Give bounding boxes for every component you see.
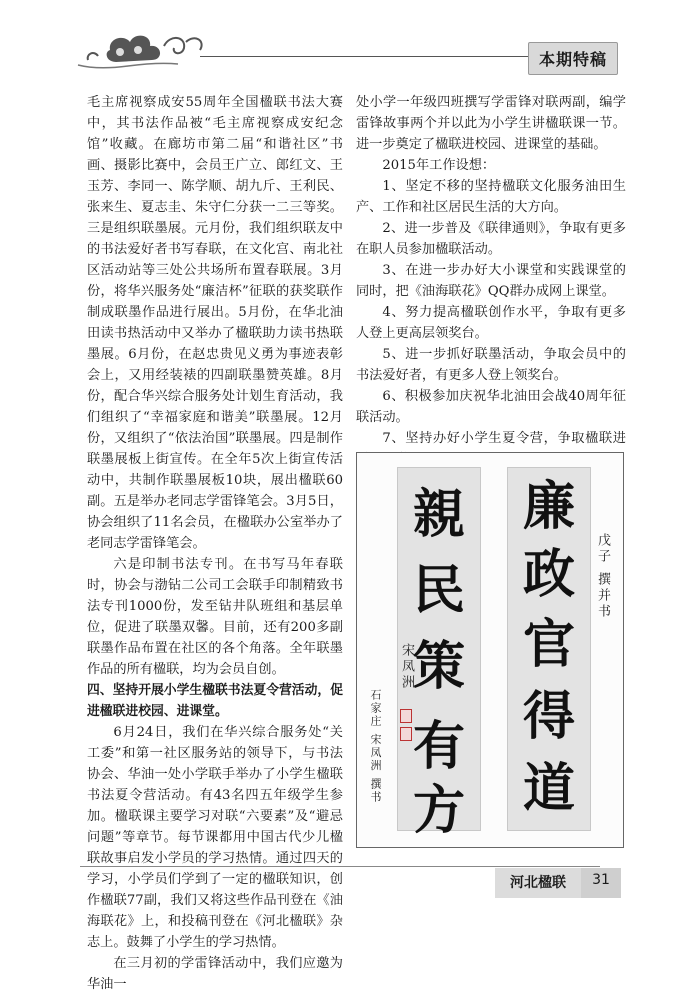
couplet-char: 民 — [412, 560, 465, 621]
page-header — [0, 0, 690, 90]
couplet-char: 策 — [412, 636, 465, 697]
seal-stamp-icon — [400, 709, 412, 723]
right-column — [356, 92, 626, 470]
left-column — [87, 92, 343, 995]
seal-stamp-icon — [400, 727, 412, 741]
paragraph: 处小学一年级四班撰写学雷锋对联两副，编学雷锋故事两个并以此为小学生讲楹联课一节。进一步奠定了楹联进校园、进课堂的基础。 — [356, 95, 626, 152]
couplet-char: 親 — [412, 484, 465, 545]
inscription-lower: 宋凤洲 — [399, 643, 414, 691]
paragraph: 1、坚定不移的坚持楹联文化服务油田生产、工作和社区居民生活的大方向。 — [356, 179, 626, 215]
inscription-upper: 戊子 撰并书 — [595, 533, 610, 621]
couplet-char: 官 — [522, 614, 575, 675]
cloud-ornament-icon — [68, 20, 218, 80]
footer-rule — [80, 866, 600, 867]
calligraphy-image — [356, 452, 624, 848]
paragraph: 6、积极参加庆祝华北油田会战40周年征联活动。 — [356, 389, 626, 425]
header-rule — [200, 56, 530, 57]
section-tag: 本期特稿 — [528, 42, 618, 75]
paragraph: 3、在进一步办好大小课堂和实践课堂的同时，把《油海联花》QQ群办成网上课堂。 — [356, 263, 626, 299]
couplet-scroll-right — [507, 467, 591, 831]
couplet-char: 廉 — [522, 476, 575, 537]
paragraph: 在三月初的学雷锋活动中，我们应邀为华油一 — [87, 956, 343, 992]
page-number: 31 — [592, 872, 610, 888]
couplet-char: 得 — [522, 686, 575, 747]
calligraphy-caption: 石家庄 宋凤洲 撰书 — [369, 689, 382, 804]
magazine-title: 河北楹联 — [510, 875, 566, 891]
paragraph: 7、坚持办好小学生夏令营，争取楹联进 — [382, 431, 626, 446]
couplet-char: 方 — [412, 780, 465, 841]
section-heading: 四、坚持开展小学生楹联书法夏令营活动，促进楹联进校园、进课堂。 — [87, 683, 343, 719]
couplet-char: 政 — [522, 544, 575, 605]
paragraph: 2015年工作设想： — [382, 158, 496, 173]
paragraph: 6月24日，我们在华兴综合服务处“关工委”和第一社区服务站的领导下，与书法协会、华油一处小学联手举办了小学生楹联书法夏令营活动。有43名四五年级学生参加。楹联课主要学习对联“六要素”及“避忌问题”等章节。每节课都用中国古代少儿楹联故事启发小学员的学习热情。通过四天的学习，小学员们学到了一定的楹联知识，创作楹联77副，我们又将这些作品刊登在《油海联花》上，和投稿刊登在《河北楹联》杂志上。鼓舞了小学生的学习热情。 — [87, 725, 343, 950]
paragraph: 4、努力提高楹联创作水平，争取有更多人登上更高层领奖台。 — [356, 305, 626, 341]
paragraph: 六是印制书法专刊。在书写马年春联时，协会与渤钻二公司工会联手印制精致书法专刊1000份，发至钻井队班组和基层单位，促进了联墨双馨。目前，还有200多副联墨作品布置在社区的各个角落。全年联墨作品的所有楹联，均为会员自创。 — [87, 557, 343, 677]
paragraph: 毛主席视察成安55周年全国楹联书法大赛中，其书法作品被“毛主席视察成安纪念馆”收藏。在廊坊市第二届“和谐社区”书画、摄影比赛中，会员王广立、郎红文、王玉芳、李同一、陈学顺、胡九斤、王利民、张来生、夏志圭、朱守仁分获一二三等奖。三是组织联墨展。元月份，我们组织联友中的书法爱好者书写春联，在文化宫、南北社区活动站等三处公共场所布置春联展。3月份，将华兴服务处“廉洁杯”征联的获奖联作制成联墨作品进行展出。5月份，在华北油田读书热活动中又举办了楹联助力读书热联墨展。6月份，在赵忠贵见义勇为事迹表彰会上，又用经装裱的四副联墨赞英雄。8月份，配合华兴综合服务处计划生育活动，我们组织了“幸福家庭和谐美”联墨展。12月份，又组织了“依法治国”联墨展。四是制作联墨展板上街宣传。在全年5次上街宣传活动中，共制作联墨展板10块，展出楹联60副。五是举办老同志学雷锋笔会。3月5日，协会组织了11名会员，在楹联办公室举办了老同志学雷锋笔会。 — [87, 95, 343, 551]
couplet-char: 道 — [522, 758, 575, 819]
couplet-char: 有 — [412, 716, 465, 777]
paragraph: 5、进一步抓好联墨活动，争取会员中的书法爱好者，有更多人登上领奖台。 — [356, 347, 626, 383]
paragraph: 2、进一步普及《联律通则》，争取有更多在职人员参加楹联活动。 — [356, 221, 626, 257]
